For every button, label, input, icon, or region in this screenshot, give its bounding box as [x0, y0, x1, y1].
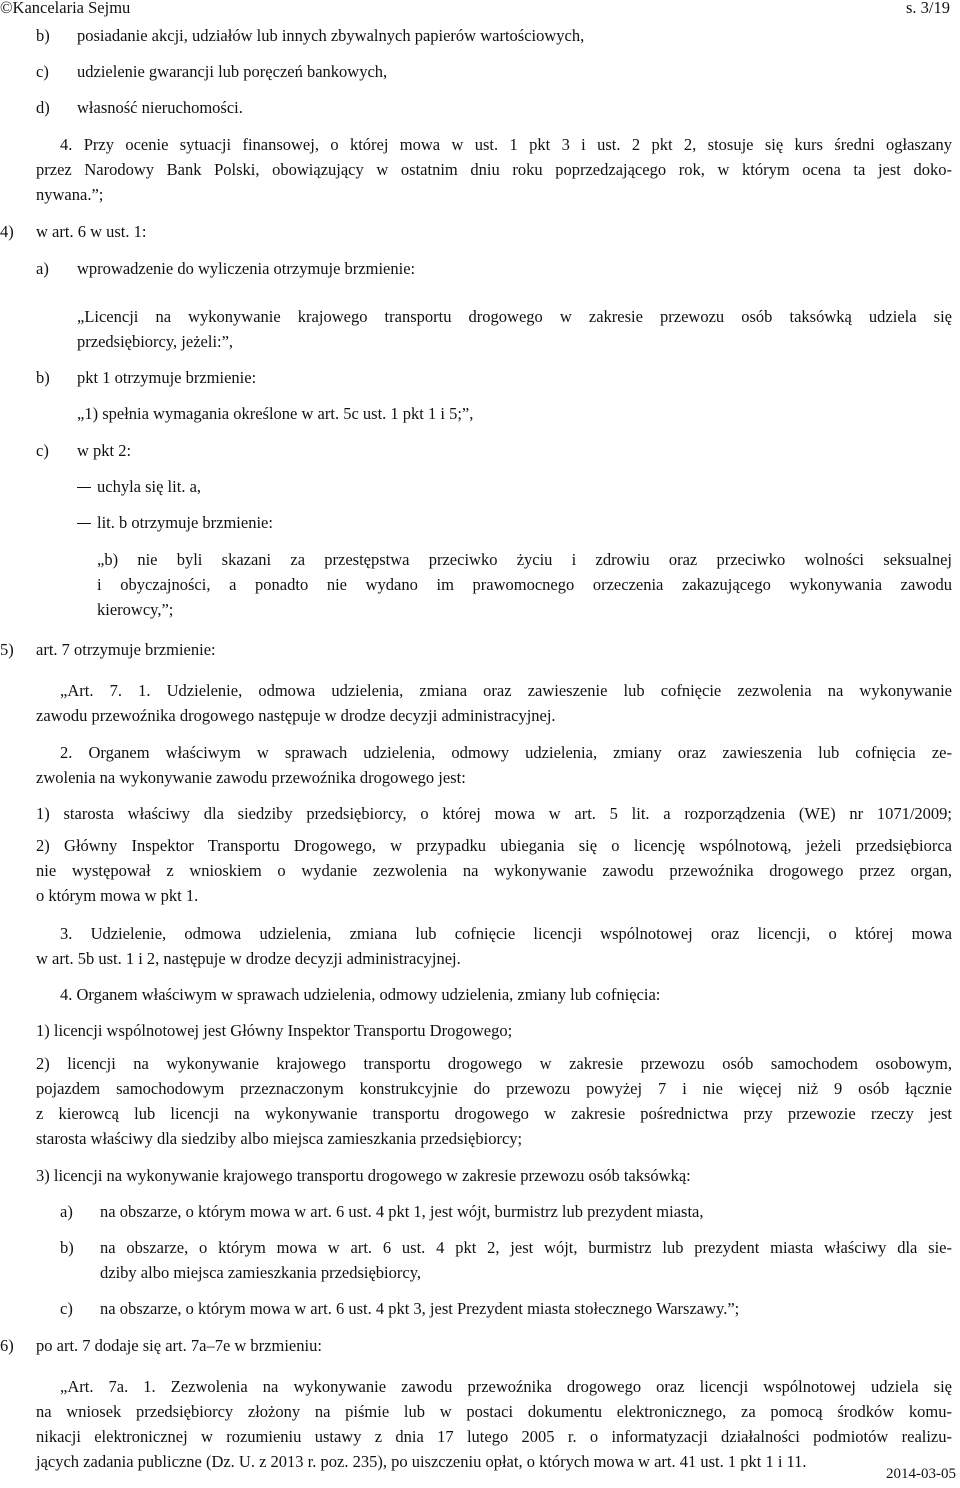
list-label-d: d): [36, 98, 50, 117]
art7-1-line-1: „Art. 7. 1. Udzielenie, odmowa udzielenia, zmiana oraz zawieszenie lub cofnięcie zezwolenia na wykonywanie: [60, 681, 952, 700]
art7-2-line-1: 2. Organem właściwym w sprawach udzielenia, odmowy udzielenia, zmiany oraz zawieszenia lub cofnięcia ze-: [60, 743, 952, 762]
quote-3-line-3: kierowcy,”;: [97, 600, 174, 619]
art7-4-intro: 4. Organem właściwym w sprawach udzielenia, odmowy udzielenia, zmiany lub cofnięcia:: [60, 985, 661, 1004]
item-5-text: art. 7 otrzymuje brzmienie:: [36, 640, 216, 659]
item-4-text: w art. 6 w ust. 1:: [36, 222, 147, 241]
dash-2-marker: [77, 523, 91, 524]
art7-3-line-1: 3. Udzielenie, odmowa udzielenia, zmiana lub cofnięcie licencji wspólnotowej oraz licencji, o której mowa: [60, 924, 952, 943]
art7-1-line-2: zawodu przewoźnika drogowego następuje w drodze decyzji administracyjnej.: [36, 706, 556, 725]
quote-3-line-2: i obyczajności, a ponadto nie wydano im prawomocnego orzeczenia zakazującego wykonywania zawodu: [97, 575, 952, 594]
art7-4-point-3b-label: b): [60, 1238, 74, 1257]
list-label-b: b): [36, 26, 50, 45]
header-copyright: ©Kancelaria Sejmu: [0, 0, 131, 17]
art7-4-point-3: 3) licencji na wykonywanie krajowego transportu drogowego w zakresie przewozu osób taksówką:: [36, 1166, 691, 1185]
footer-date: 2014-03-05: [886, 1466, 956, 1482]
art7-4-point-2-line-1: 2) licencji na wykonywanie krajowego transportu drogowego w zakresie przewozu osób samochodem osobowym,: [36, 1054, 952, 1073]
art7-4-point-3a-label: a): [60, 1202, 73, 1221]
paragraph-4-line-2: przez Narodowy Bank Polski, obowiązujący w ostatnim dniu roku poprzedzającego rok, w którym ocena ta jest doko-: [36, 160, 952, 179]
paragraph-4-line-3: nywana.”;: [36, 185, 104, 204]
art7-4-point-3c-text: na obszarze, o którym mowa w art. 6 ust. 4 pkt 3, jest Prezydent miasta stołecznego Warszawy.”;: [100, 1299, 740, 1318]
quote-3-line-1: „b) nie byli skazani za przestępstwa przeciwko życiu i zdrowiu oraz przeciwko wolności seksualnej: [97, 550, 952, 569]
list-item-d: własność nieruchomości.: [77, 98, 243, 117]
paragraph-4-line-1: 4. Przy ocenie sytuacji finansowej, o której mowa w ust. 1 pkt 3 i ust. 2 pkt 2, stosuje się kurs średni ogłaszany: [60, 135, 952, 154]
art7-4-point-3c-label: c): [60, 1299, 73, 1318]
art7-4-point-2-line-3: z kierowcą lub licencji na wykonywanie transportu drogowego w zakresie pośrednictwa przy przewozie rzeczy jest: [36, 1104, 952, 1123]
art7a-line-4: jących zadania publiczne (Dz. U. z 2013 r. poz. 235), po uiszczeniu opłat, o których mowa w art. 41 ust. 1 pkt 1 i 11.: [36, 1452, 807, 1471]
quote-1-line-2: przedsiębiorcy, jeżeli:”,: [77, 332, 234, 351]
dash-2-text: lit. b otrzymuje brzmienie:: [97, 513, 273, 532]
art7a-line-3: nikacji elektronicznej w rozumieniu ustawy z dnia 17 lutego 2005 r. o informatyzacji działalności podmiotów realizu-: [36, 1427, 952, 1446]
art7-2-point-2-line-2: nie występował z wnioskiem o wydanie zezwolenia na wykonywanie zawodu przewoźnika drogowego przez organ,: [36, 861, 952, 880]
art7-4-point-3b-line-2: dziby albo miejsca zamieszkania przedsiębiorcy,: [100, 1263, 422, 1282]
item-6-text: po art. 7 dodaje się art. 7a–7e w brzmieniu:: [36, 1336, 322, 1355]
item-4a-label: a): [36, 259, 49, 278]
list-item-b: posiadanie akcji, udziałów lub innych zbywalnych papierów wartościowych,: [77, 26, 585, 45]
art7-2-point-2-line-3: o którym mowa w pkt 1.: [36, 886, 199, 905]
dash-1-text: uchyla się lit. a,: [97, 477, 202, 496]
item-4a-text: wprowadzenie do wyliczenia otrzymuje brzmienie:: [77, 259, 416, 278]
art7a-line-2: na wniosek przedsiębiorcy złożony na piśmie lub w postaci dokumentu elektronicznego, za pomocą środków komu-: [36, 1402, 952, 1421]
art7-3-line-2: w art. 5b ust. 1 i 2, następuje w drodze decyzji administracyjnej.: [36, 949, 461, 968]
item-4-label: 4): [0, 222, 14, 241]
dash-1-marker: [77, 487, 91, 488]
art7-2-point-1: 1) starosta właściwy dla siedziby przedsiębiorcy, o której mowa w art. 5 lit. a rozporządzenia (WE) nr 1071/2009;: [36, 804, 952, 823]
quote-1-line-1: „Licencji na wykonywanie krajowego transportu drogowego w zakresie przewozu osób taksówką udziela się: [77, 307, 952, 326]
item-5-label: 5): [0, 640, 14, 659]
art7-4-point-3b-line-1: na obszarze, o którym mowa w art. 6 ust. 4 pkt 2, jest wójt, burmistrz lub prezydent miasta właściwy dla sie-: [100, 1238, 952, 1257]
art7-4-point-2-line-2: pojazdem samochodowym przeznaczonym konstrukcyjnie do przewozu powyżej 7 i nie więcej niż 9 osób łącznie: [36, 1079, 952, 1098]
header-page-number: s. 3/19: [905, 0, 950, 17]
item-4b-label: b): [36, 368, 50, 387]
item-6-label: 6): [0, 1336, 14, 1355]
art7-2-point-2-line-1: 2) Główny Inspektor Transportu Drogowego, w przypadku ubiegania się o licencję wspólnotową, jeżeli przedsiębiorca: [36, 836, 952, 855]
art7a-line-1: „Art. 7a. 1. Zezwolenia na wykonywanie zawodu przewoźnika drogowego oraz licencji wspólnotowej udziela się: [60, 1377, 952, 1396]
art7-4-point-3a-text: na obszarze, o którym mowa w art. 6 ust. 4 pkt 1, jest wójt, burmistrz lub prezydent miasta,: [100, 1202, 704, 1221]
item-4c-text: w pkt 2:: [77, 441, 132, 460]
art7-4-point-2-line-4: starosta właściwy dla siedziby albo miejsca zamieszkania przedsiębiorcy;: [36, 1129, 523, 1148]
art7-2-line-2: zwolenia na wykonywanie zawodu przewoźnika drogowego jest:: [36, 768, 466, 787]
quote-2: „1) spełnia wymagania określone w art. 5c ust. 1 pkt 1 i 5;”,: [77, 404, 474, 423]
list-item-c: udzielenie gwarancji lub poręczeń bankowych,: [77, 62, 388, 81]
art7-4-point-1: 1) licencji wspólnotowej jest Główny Inspektor Transportu Drogowego;: [36, 1021, 513, 1040]
item-4b-text: pkt 1 otrzymuje brzmienie:: [77, 368, 257, 387]
item-4c-label: c): [36, 441, 49, 460]
list-label-c: c): [36, 62, 49, 81]
